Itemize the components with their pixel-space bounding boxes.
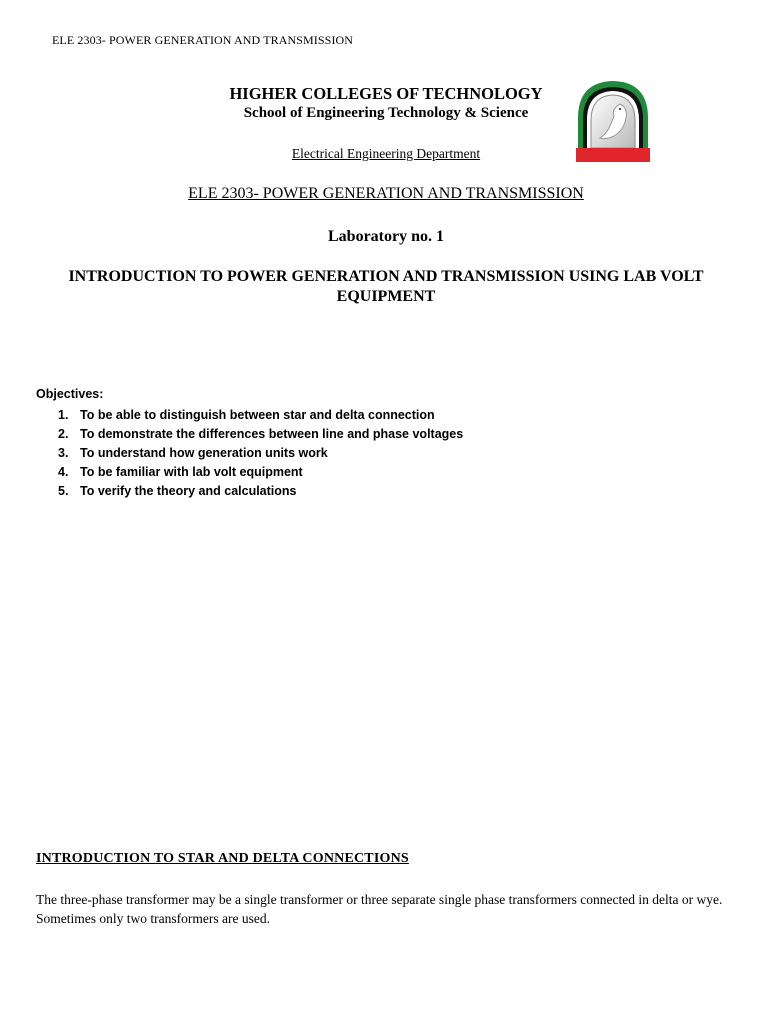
running-header: ELE 2303- POWER GENERATION AND TRANSMISSION — [52, 33, 354, 47]
list-item: 4. To be familiar with lab volt equipment — [58, 465, 303, 479]
section-heading: INTRODUCTION TO STAR AND DELTA CONNECTIONS — [36, 851, 409, 866]
school-name: School of Engineering Technology & Science — [243, 105, 529, 121]
lab-number: Laboratory no. 1 — [328, 228, 444, 245]
objectives-list — [58, 406, 463, 501]
list-item: 3. To understand how generation units work — [58, 446, 328, 460]
list-item: 5. To verify the theory and calculations — [58, 484, 297, 498]
lab-title: INTRODUCTION TO POWER GENERATION AND TRANSMISSION USING LAB VOLT EQUIPMENT — [68, 268, 704, 305]
list-item: 2. To demonstrate the differences between line and phase voltages — [58, 427, 464, 441]
department-name: Electrical Engineering Department — [291, 146, 481, 161]
institution-name: HIGHER COLLEGES OF TECHNOLOGY — [229, 84, 543, 103]
falcon-arch-emblem-icon — [576, 78, 650, 162]
intro-paragraph: The three-phase transformer may be a single transformer or three separate single phase transformers connected in delta or wye. Sometimes only two transformers are used. — [36, 892, 723, 926]
list-item: 1. To be able to distinguish between star and delta connection — [58, 408, 435, 422]
objectives-heading: Objectives: — [36, 387, 104, 401]
course-title: ELE 2303- POWER GENERATION AND TRANSMISSION — [188, 185, 584, 202]
